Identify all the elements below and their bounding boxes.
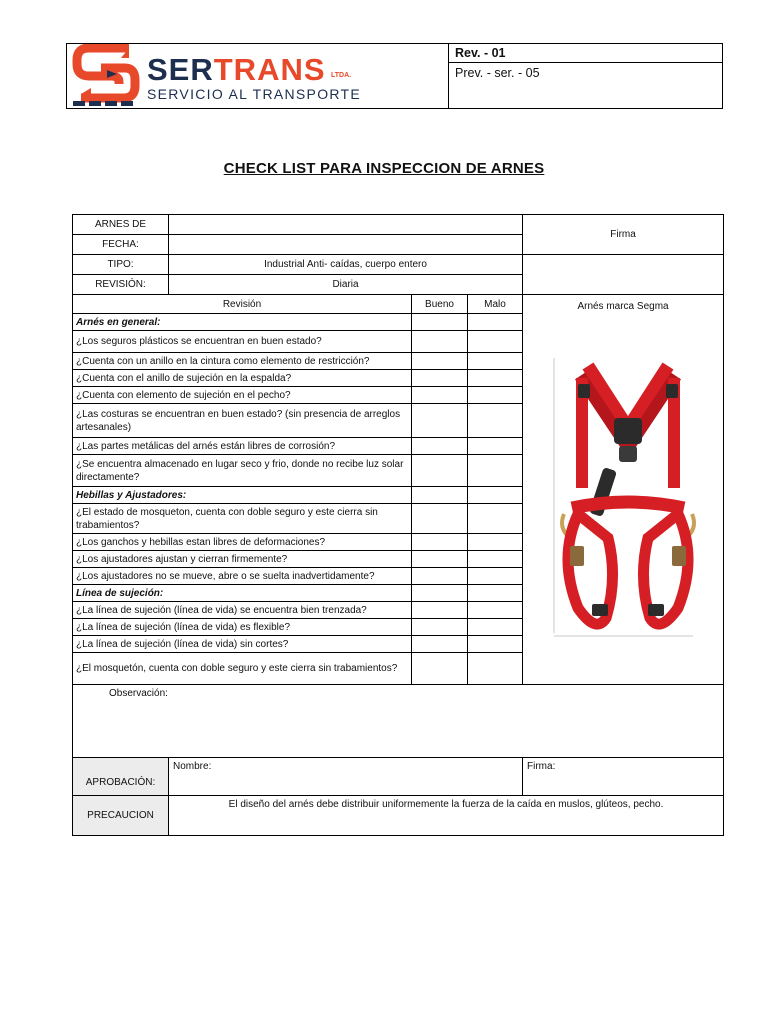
fecha-label: FECHA:: [73, 235, 169, 255]
section-malo-cell: [468, 585, 523, 602]
checklist-question: ¿Se encuentra almacenado en lugar seco y frio, donde no recibe luz solar directamente?: [73, 455, 412, 487]
bueno-checkbox-cell[interactable]: [412, 504, 468, 534]
section-title: Línea de sujeción:: [73, 585, 412, 602]
malo-checkbox-cell[interactable]: [468, 438, 523, 455]
bueno-checkbox-cell[interactable]: [412, 636, 468, 653]
checklist-question: ¿La línea de sujeción (línea de vida) es flexible?: [73, 619, 412, 636]
bueno-checkbox-cell[interactable]: [412, 404, 468, 438]
malo-checkbox-cell[interactable]: [468, 370, 523, 387]
section-title: Hebillas y Ajustadores:: [73, 487, 412, 504]
malo-checkbox-cell[interactable]: [468, 602, 523, 619]
aprobacion-nombre-field[interactable]: Nombre:: [169, 758, 523, 796]
document-header: [66, 43, 723, 109]
precaucion-label: PRECAUCION: [73, 796, 169, 836]
arnes-label: ARNES DE: [73, 215, 169, 235]
bueno-checkbox-cell[interactable]: [412, 387, 468, 404]
sertrans-mark-icon: [73, 48, 135, 106]
company-logo: [67, 44, 449, 108]
checklist-question: ¿Las partes metálicas del arnés están libres de corrosión?: [73, 438, 412, 455]
section-malo-cell: [468, 487, 523, 504]
aprobacion-firma-field[interactable]: Firma:: [523, 758, 724, 796]
malo-checkbox-cell[interactable]: [468, 404, 523, 438]
checklist-question: ¿Los ajustadores ajustan y cierran firmemente?: [73, 551, 412, 568]
fecha-field[interactable]: [169, 235, 523, 255]
col-header-revision: Revisión: [73, 295, 412, 314]
tipo-value: Industrial Anti- caídas, cuerpo entero: [169, 255, 523, 275]
brand-tagline: SERVICIO AL TRANSPORTE: [147, 86, 362, 102]
tipo-label: TIPO:: [73, 255, 169, 275]
col-header-bueno: Bueno: [412, 295, 468, 314]
malo-checkbox-cell[interactable]: [468, 636, 523, 653]
checklist-question: ¿El mosquetón, cuenta con doble seguro y este cierra sin trabamientos?: [73, 653, 412, 685]
inspection-table: [72, 214, 724, 836]
checklist-question: ¿Los ajustadores no se mueve, abre o se suelta inadvertidamente?: [73, 568, 412, 585]
section-title: Arnés en general:: [73, 314, 412, 331]
section-bueno-cell: [412, 487, 468, 504]
bueno-checkbox-cell[interactable]: [412, 568, 468, 585]
malo-checkbox-cell[interactable]: [468, 653, 523, 685]
harness-image: [548, 318, 698, 648]
checklist-question: ¿La línea de sujeción (línea de vida) se encuentra bien trenzada?: [73, 602, 412, 619]
bueno-checkbox-cell[interactable]: [412, 438, 468, 455]
malo-checkbox-cell[interactable]: [468, 353, 523, 370]
section-malo-cell: [468, 314, 523, 331]
brand-suffix: LTDA.: [331, 72, 352, 79]
bueno-checkbox-cell[interactable]: [412, 455, 468, 487]
checklist-question: ¿Las costuras se encuentran en buen estado? (sin presencia de arreglos artesanales): [73, 404, 412, 438]
checklist-question: ¿La línea de sujeción (línea de vida) sin cortes?: [73, 636, 412, 653]
bueno-checkbox-cell[interactable]: [412, 534, 468, 551]
malo-checkbox-cell[interactable]: [468, 568, 523, 585]
checklist-question: ¿El estado de mosqueton, cuenta con doble seguro y este cierra sin trabamientos?: [73, 504, 412, 534]
previous-series: Prev. - ser. - 05: [455, 66, 540, 80]
bueno-checkbox-cell[interactable]: [412, 653, 468, 685]
arnes-field[interactable]: [169, 215, 523, 235]
section-bueno-cell: [412, 585, 468, 602]
revision-number: Rev. - 01: [449, 44, 722, 63]
precaucion-text: El diseño del arnés debe distribuir uniformemente la fuerza de la caída en muslos, glúteos, pecho.: [169, 796, 724, 836]
bueno-checkbox-cell[interactable]: [412, 331, 468, 353]
checklist-question: ¿Cuenta con el anillo de sujeción en la espalda?: [73, 370, 412, 387]
firma-label: Firma: [523, 215, 724, 255]
checklist-question: ¿Los seguros plásticos se encuentran en buen estado?: [73, 331, 412, 353]
observacion-field[interactable]: Observación:: [73, 685, 724, 758]
malo-checkbox-cell[interactable]: [468, 534, 523, 551]
checklist-question: ¿Cuenta con elemento de sujeción en el pecho?: [73, 387, 412, 404]
bueno-checkbox-cell[interactable]: [412, 619, 468, 636]
bueno-checkbox-cell[interactable]: [412, 353, 468, 370]
section-bueno-cell: [412, 314, 468, 331]
bueno-checkbox-cell[interactable]: [412, 370, 468, 387]
col-header-malo: Malo: [468, 295, 523, 314]
harness-image-cell: [523, 295, 724, 685]
malo-checkbox-cell[interactable]: [468, 387, 523, 404]
page-title: CHECK LIST PARA INSPECCION DE ARNES: [223, 160, 545, 177]
malo-checkbox-cell[interactable]: [468, 551, 523, 568]
checklist-question: ¿Cuenta con un anillo en la cintura como elemento de restricción?: [73, 353, 412, 370]
harness-caption: Arnés marca Segma: [577, 301, 669, 312]
checklist-question: ¿Los ganchos y hebillas estan libres de deformaciones?: [73, 534, 412, 551]
bueno-checkbox-cell[interactable]: [412, 602, 468, 619]
bueno-checkbox-cell[interactable]: [412, 551, 468, 568]
malo-checkbox-cell[interactable]: [468, 619, 523, 636]
revision-value: Diaria: [169, 275, 523, 295]
brand-name-text: SERTRANS: [147, 52, 326, 87]
malo-checkbox-cell[interactable]: [468, 504, 523, 534]
aprobacion-label: APROBACIÓN:: [73, 758, 169, 796]
malo-checkbox-cell[interactable]: [468, 331, 523, 353]
firma-field[interactable]: [523, 255, 724, 295]
revision-label: REVISIÓN:: [73, 275, 169, 295]
malo-checkbox-cell[interactable]: [468, 455, 523, 487]
